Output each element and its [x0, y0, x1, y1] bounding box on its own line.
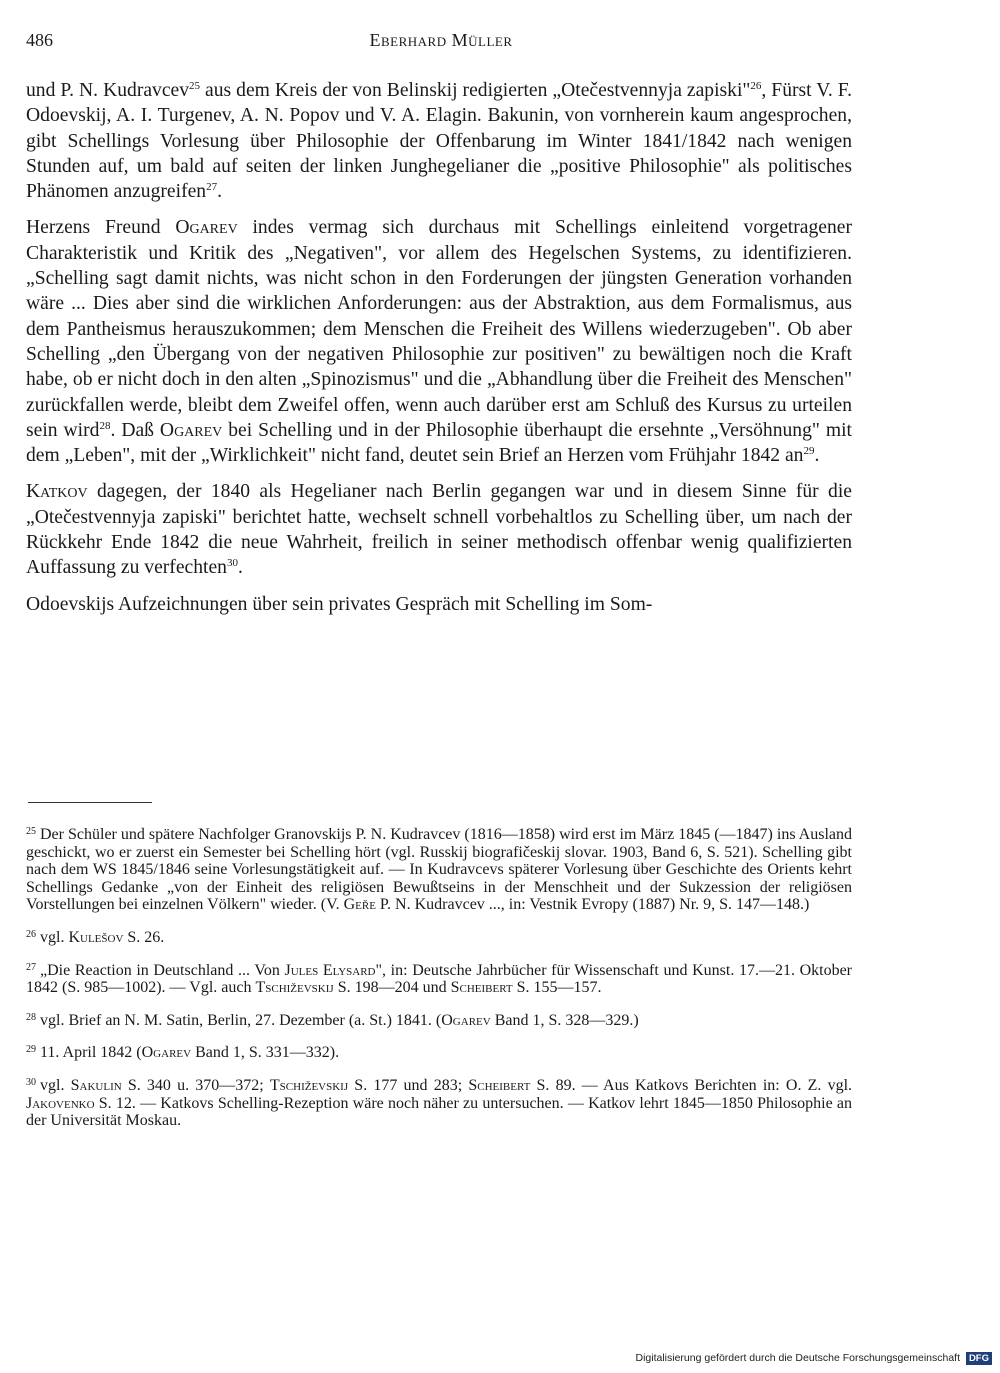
text-run: „Die Reaction in Deutschland ... Von	[40, 961, 285, 979]
author-name: Jules Elysard	[284, 961, 376, 979]
text-run: S. 340 u. 370—372;	[121, 1076, 270, 1094]
author-name: Sakulin	[70, 1076, 122, 1094]
text-run: aus dem Kreis der von Belinskij redigierten „Otečestvennyja zapiski"	[200, 80, 751, 101]
text-run: .	[217, 181, 222, 203]
author-name: Geře	[343, 896, 376, 914]
footnote-number: 26	[26, 928, 36, 940]
author-name: Ogarev	[441, 1011, 491, 1029]
paragraph	[26, 78, 852, 204]
author-name: Ogarev	[159, 419, 223, 441]
text-run: .	[814, 445, 820, 467]
author-name: Scheibert	[468, 1076, 531, 1094]
footnote-ref: 28	[99, 419, 111, 432]
footnote-separator	[28, 802, 152, 803]
footnote-ref: 25	[189, 80, 201, 92]
footnote-ref: 30	[226, 557, 238, 570]
author-name: Scheibert	[450, 979, 513, 997]
footnote-ref: 27	[206, 181, 218, 194]
text-run: , Fürst V. F. Odoevskij, A. I. Turgenev, A. N. Popov und V. A. Elagin. Bakunin, von vornherein kaum angesprochen, gibt Schellings Vorlesung über Philosophie der Offenbarung im Winter 1841/1842 nach wenigen Stunden auf, um bald auf seiten der linken Junghegelianer die „positive Philosophie" als politisches Phänomen anzugreifen	[26, 80, 853, 203]
text-run: indes vermag sich durchaus mit Schellings einleitend vorgetragener Charakteristik und Kritik des „Negativen", vor allem des Hegelschen Systems, zu identifizieren. „Schelling sagt damit nichts, was nicht schon in den Forderungen der jüngsten Generation vorhanden wäre ... Dies aber sind die wirklichen Anforderungen: aus der Abstraktion, aus dem Formalismus, aus dem Pantheismus herauszukommen; dem Menschen die Freiheit des Willens wiederzugeben". Ob aber Schelling „den Übergang von der negativen Philosophie zur positiven" zu bewältigen noch die Kraft habe, ob er nicht doch in den alten „Spinozismus" und die „Abhandlung über die Freiheit des Menschen" zurückfallen werde, bleibt dem Zweifel offen, wenn auch darüber erst am Schluß des Kursus zu urteilen sein wird	[26, 217, 852, 441]
text-run: 11. April 1842 (	[40, 1044, 142, 1062]
footnote-number: 30	[26, 1076, 36, 1088]
digitization-credit	[636, 1352, 993, 1365]
text-run: S. 12. — Katkovs Schelling-Rezeption wäre noch näher zu untersuchen. — Katkov lehrt 1845—1850 Philosophie an der Universität Moskau.	[26, 1094, 852, 1130]
text-run: vgl.	[40, 928, 69, 946]
text-run: und P. N. Kudravcev	[26, 80, 190, 101]
paragraph	[26, 215, 852, 468]
text-run: .	[237, 557, 243, 579]
author-name: Ogarev	[141, 1044, 192, 1062]
footnote	[26, 1012, 852, 1030]
text-run: vgl. Brief an N. M. Satin, Berlin, 27. Dezember (a. St.) 1841. (	[40, 1011, 442, 1029]
body-text	[26, 78, 852, 628]
text-run: Herzens Freund	[26, 217, 176, 239]
paragraph	[26, 479, 852, 580]
footnote-ref: 29	[803, 445, 815, 458]
footnote	[26, 1077, 852, 1130]
text-run: ", in: Deutsche Jahrbücher für Wissenschaft und Kunst. 17.—21. Oktober 1842 (S. 985—1002). — Vgl. auch	[26, 961, 853, 997]
text-run: S. 177 und 283;	[348, 1076, 469, 1094]
page-header	[26, 30, 856, 54]
text-run: Band 1, S. 331—332).	[191, 1044, 340, 1062]
footnote	[26, 962, 852, 997]
footnote-number: 29	[26, 1044, 36, 1056]
author-name: Ogarev	[175, 217, 238, 239]
author-name: Kulešov	[68, 928, 124, 946]
author-name: Tschiževskij	[255, 979, 334, 997]
text-run: S. 198—204 und	[333, 979, 451, 997]
text-run: Der Schüler und spätere Nachfolger Granovskijs P. N. Kudravcev (1816—1858) wird erst im März 1845 (—1847) ins Ausland geschickt, wo er zuerst ein Semester bei Schelling hört (vgl. Russkij biografičeskij slovar. 1903, Band 6, S. 521). Schelling gibt nach dem WS 1845/1846 seine Vorlesungstätigkeit auf. — In Kudravcevs späterer Vorlesung über Geschichte des Orients kehrt Schellings Gedanke „von der Einheit des religiösen Bewußtseins in der Menschheit und der Sukzession der religiösen Vorstellungen bei einzelnen Völkern" wieder. (V.	[26, 826, 852, 914]
paragraph	[26, 592, 852, 617]
footnote	[26, 929, 852, 947]
text-run: dagegen, der 1840 als Hegelianer nach Berlin gegangen war und in diesem Sinne für die „Otečestvennyja zapiski" berichtet hatte, wechselt schnell vorbehaltlos zu Schelling über, um nach der Rückkehr Ende 1842 die neue Wahrheit, freilich in seiner methodisch offenbar wenig qualifizierten Auffassung zu verfechten	[26, 481, 852, 579]
author-name: Jakovenko	[26, 1094, 95, 1112]
footnote-number: 27	[26, 961, 36, 973]
text-run: bei Schelling und in der Philosophie überhaupt die ersehnte „Versöhnung" mit dem „Leben", mit der „Wirklichkeit" nicht fand, deutet sein Brief an Herzen vom Frühjahr 1842 an	[26, 419, 852, 467]
text-run: S. 89. — Aus Katkovs Berichten in: O. Z. vgl.	[530, 1076, 853, 1094]
text-run: S. 26.	[123, 928, 165, 946]
footnote-number: 25	[26, 826, 36, 837]
footnote-number: 28	[26, 1011, 36, 1023]
text-run: . Daß	[110, 419, 160, 441]
page-number: 486	[26, 30, 53, 50]
text-run: P. N. Kudravcev ..., in: Vestnik Evropy (1887) Nr. 9, S. 147—148.)	[375, 896, 810, 914]
footnotes	[26, 826, 852, 1145]
credit-text: Digitalisierung gefördert durch die Deutsche Forschungsgemeinschaft	[635, 1352, 961, 1364]
text-run: Odoevskijs Aufzeichnungen über sein privates Gespräch mit Schelling im Som-	[26, 593, 653, 615]
author-name: Tschiževskij	[269, 1076, 349, 1094]
text-run: S. 155—157.	[512, 979, 602, 997]
footnote-ref: 26	[750, 80, 762, 92]
footnote	[26, 1044, 852, 1062]
footnote	[26, 826, 852, 914]
text-run: Band 1, S. 328—329.)	[490, 1011, 639, 1029]
dfg-logo: DFG	[966, 1352, 992, 1365]
author-name: Katkov	[26, 481, 88, 503]
text-run: vgl.	[40, 1076, 71, 1094]
running-head: Eberhard Müller	[369, 30, 513, 50]
